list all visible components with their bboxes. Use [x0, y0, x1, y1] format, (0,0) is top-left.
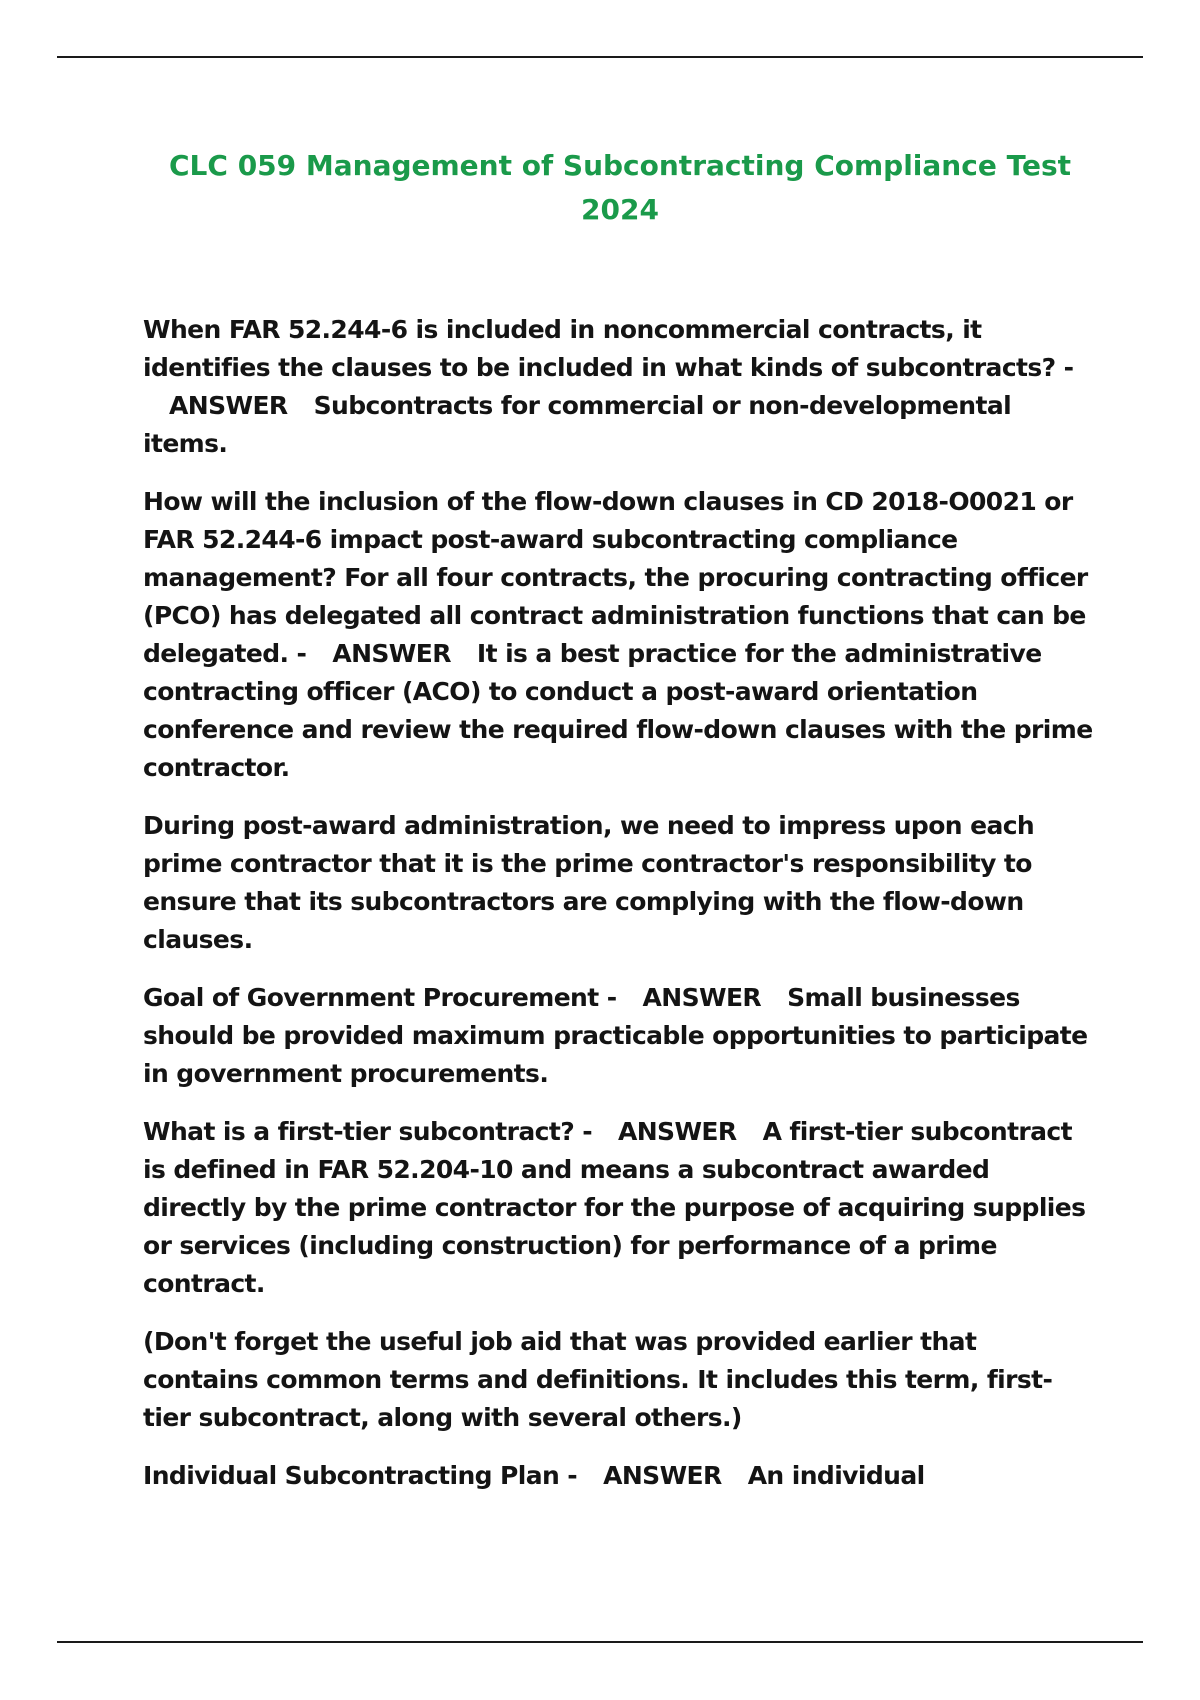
note-paragraph	[143, 1323, 1095, 1437]
qa-item	[143, 483, 1101, 787]
qa-item	[143, 311, 1095, 463]
question-text: Individual Subcontracting Plan -	[143, 1461, 578, 1490]
question-text: When FAR 52.244-6 is included in noncommercial contracts, it identifies the clauses to be included in what kinds of subcontracts? -	[143, 315, 1074, 382]
bottom-rule	[57, 1641, 1143, 1643]
answer-text: It is a best practice for the administrative contracting officer (ACO) to conduct a post-award orientation conference and review the required flow-down clauses with the prime contractor.	[143, 639, 1101, 782]
note-text: (Don't forget the useful job aid that was provided earlier that contains common terms and definitions. It includes this term, first-tier subcontract, along with several others.)	[143, 1327, 1053, 1432]
answer-text: Small businesses should be provided maximum practicable opportunities to participate in government procurements.	[143, 983, 1096, 1088]
answer-label: ANSWER	[642, 983, 762, 1012]
qa-item	[143, 1457, 1095, 1495]
answer-label: ANSWER	[603, 1461, 722, 1490]
answer-label: ANSWER	[169, 391, 288, 420]
question-text: Goal of Government Procurement -	[143, 983, 617, 1012]
note-paragraph	[143, 807, 1095, 959]
note-text: During post-award administration, we need to impress upon each prime contractor that it is the prime contractor's responsibility to ensure that its subcontractors are complying with the flow-down clauses.	[143, 811, 1043, 954]
document-body	[143, 311, 1101, 1515]
answer-label: ANSWER	[332, 639, 451, 668]
answer-text: An individual	[747, 1461, 925, 1490]
document-title: CLC 059 Management of Subcontracting Compliance Test 2024	[169, 149, 1071, 226]
qa-item	[143, 1113, 1095, 1303]
answer-text: Subcontracts for commercial or non-developmental items.	[143, 391, 1020, 458]
answer-label: ANSWER	[617, 1117, 737, 1146]
answer-text: A first-tier subcontract is defined in FAR 52.204-10 and means a subcontract awarded directly by the prime contractor for the purpose of acquiring supplies or services (including construction) for performance of a prime contract.	[143, 1117, 1094, 1298]
question-text: How will the inclusion of the flow-down clauses in CD 2018-O0021 or FAR 52.244-6 impact post-award subcontracting compliance management? For all four contracts, the procuring contracting officer (PCO) has delegated all contract administration functions that can be delegated. -	[143, 487, 1096, 668]
top-rule	[57, 56, 1143, 58]
question-text: What is a first-tier subcontract? -	[143, 1117, 592, 1146]
qa-item	[143, 979, 1095, 1093]
